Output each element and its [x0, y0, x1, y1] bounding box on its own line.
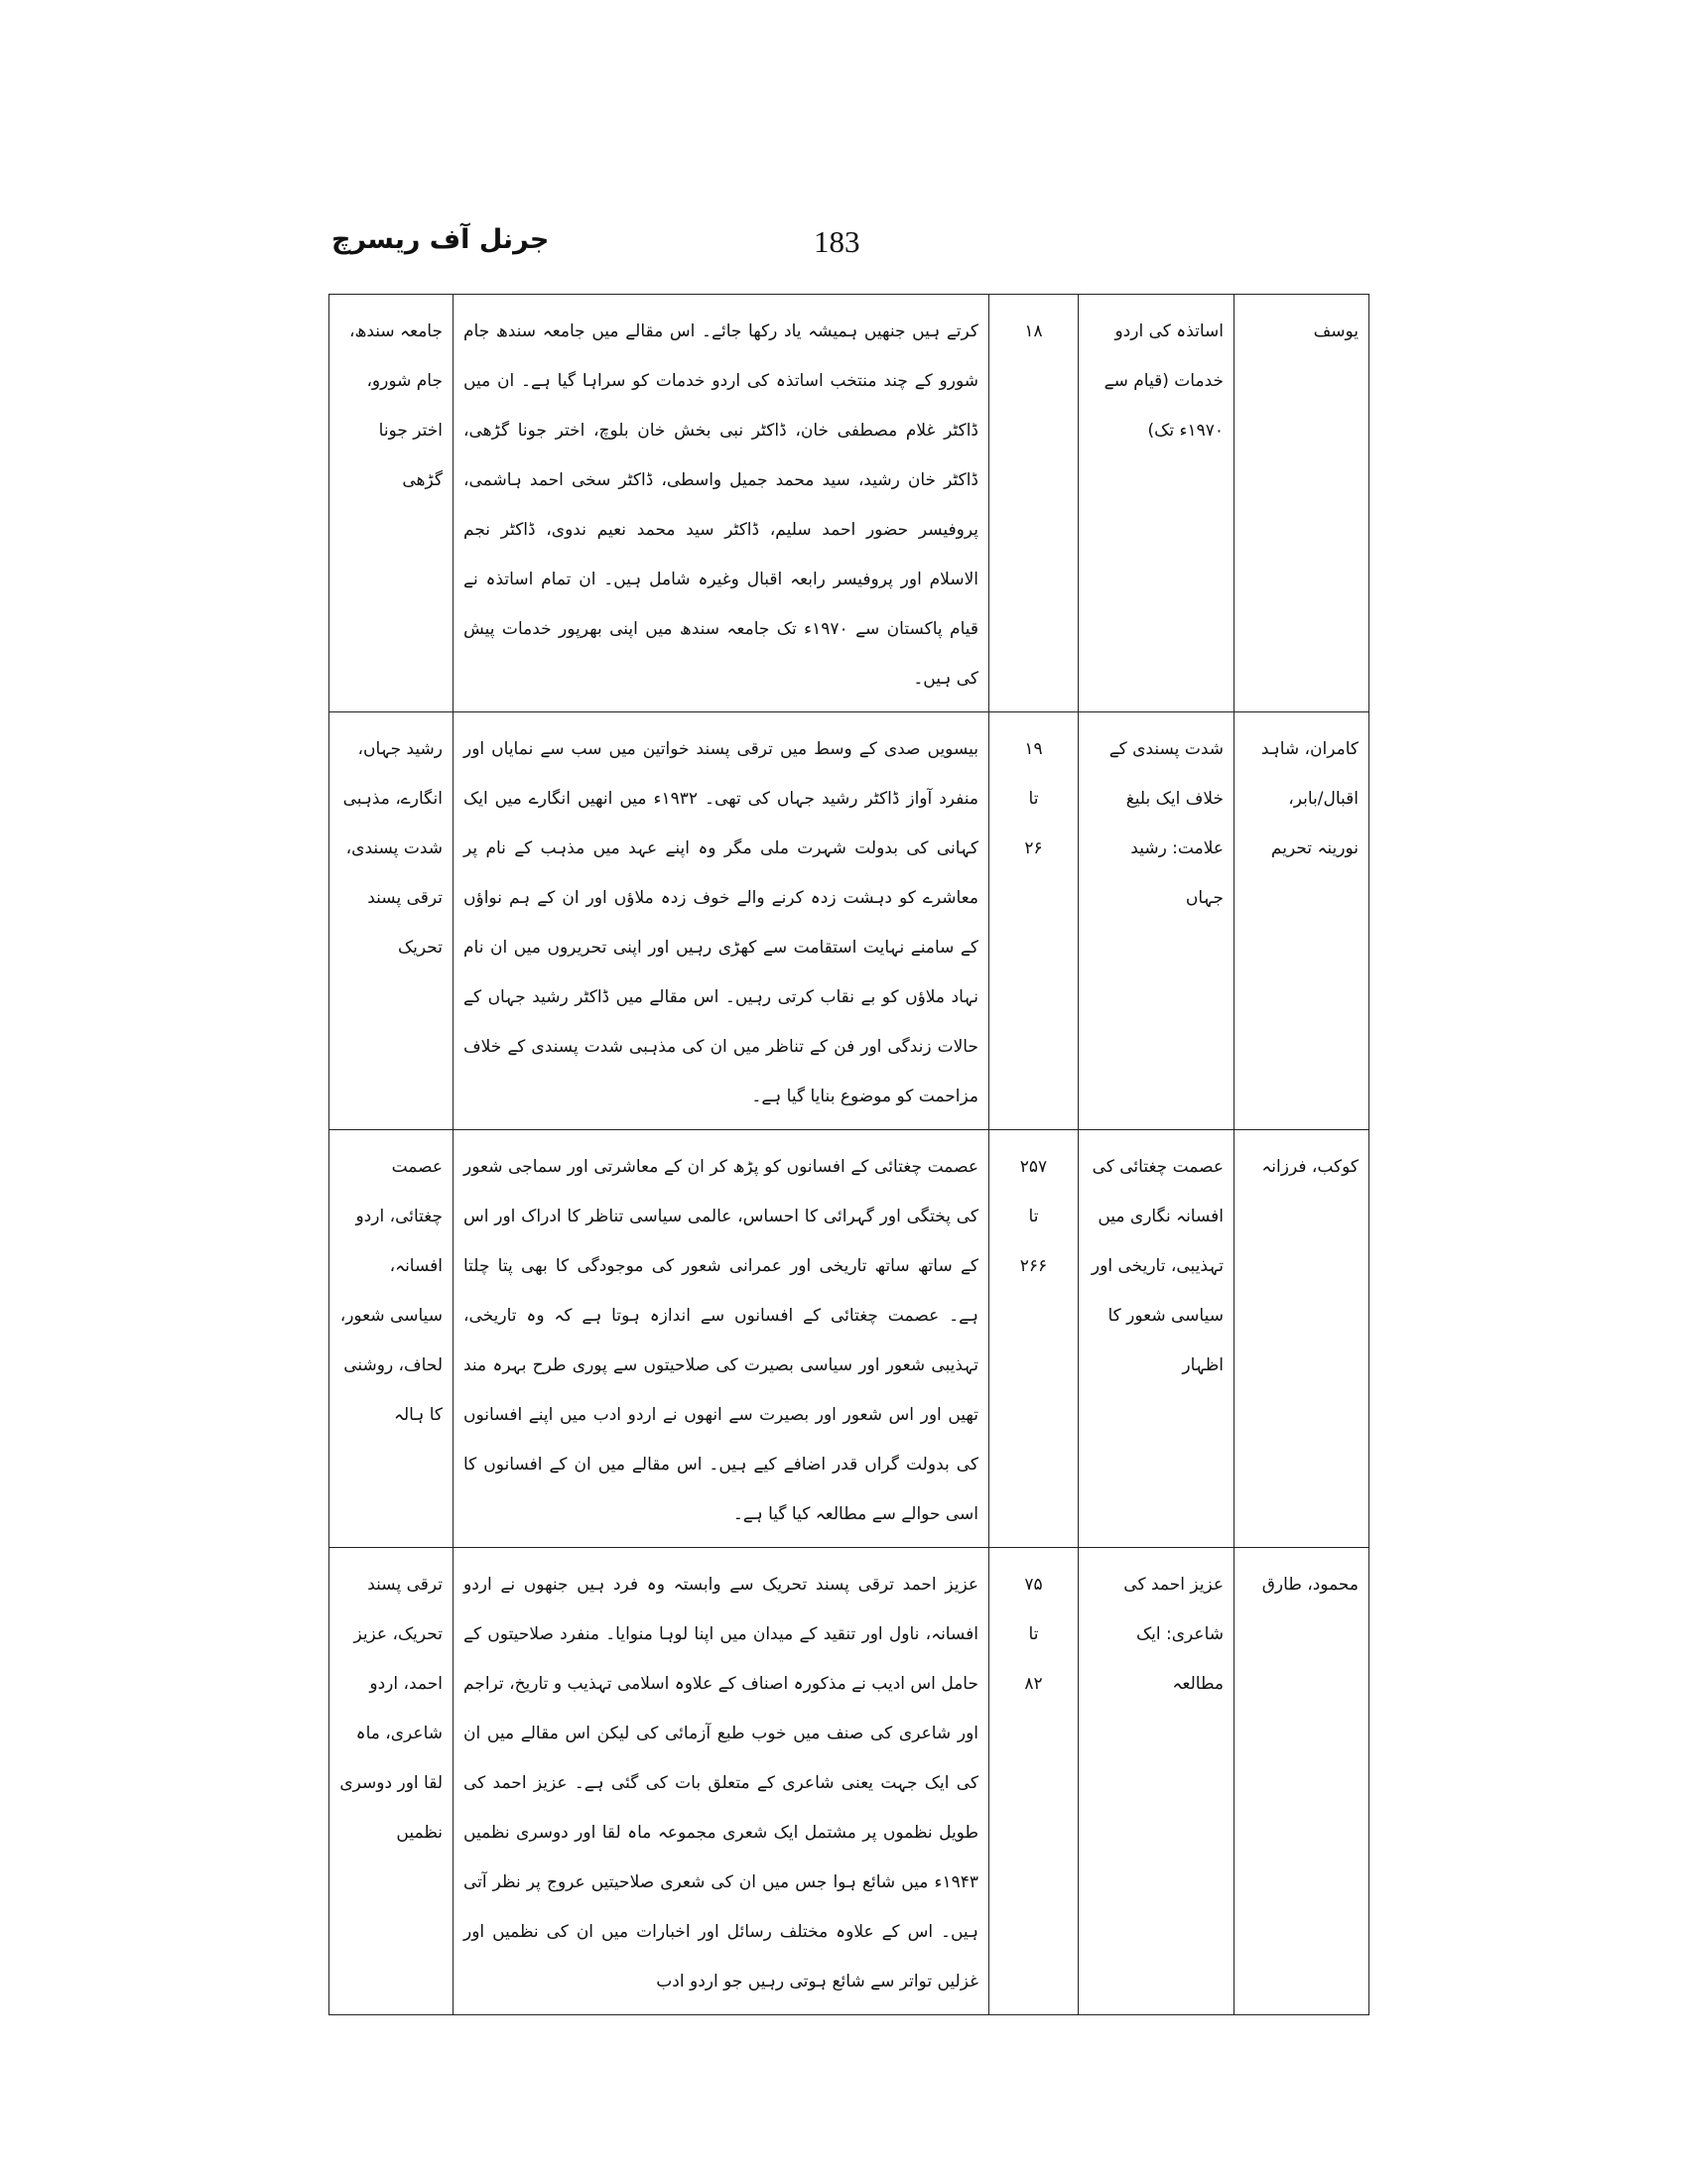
page-range-start: ۲۵۷: [1019, 1157, 1048, 1177]
keywords-cell: جامعہ سندھ، جام شورو، اختر جونا گڑھی: [329, 295, 454, 712]
table-row: [329, 295, 1369, 712]
page-range-end: ۸۲: [1024, 1674, 1043, 1694]
pages-cell: [989, 1548, 1079, 2015]
page-range-separator: تا: [1028, 1624, 1039, 1644]
author-cell: کامران، شاہد اقبال/بابر، نورینہ تحریم: [1234, 712, 1369, 1130]
page-range-separator: تا: [1028, 1207, 1039, 1226]
abstract-cell: کرتے ہیں جنھیں ہمیشہ یاد رکھا جائے۔ اس مقالے میں جامعہ سندھ جام شورو کے چند منتخب اساتذہ کی اردو خدمات کو سراہا گیا ہے۔ ان میں ڈاکٹر غلام مصطفی خان، ڈاکٹر نبی بخش خان بلوچ، اختر جونا گڑھی، ڈاکٹر خان رشید، سید محمد جمیل واسطی، ڈاکٹر سخی احمد ہاشمی، پروفیسر حضور احمد سلیم، ڈاکٹر سید محمد نعیم ندوی، ڈاکٹر نجم الاسلام اور پروفیسر رابعہ اقبال وغیرہ شامل ہیں۔ ان تمام اساتذہ نے قیام پاکستان سے ۱۹۷۰ء تک جامعہ سندھ میں اپنی بھرپور خدمات پیش کی ہیں۔: [454, 295, 989, 712]
table-row: [329, 1130, 1369, 1548]
keywords-cell: رشید جہاں، انگارے، مذہبی شدت پسندی، ترقی پسند تحریک: [329, 712, 454, 1130]
abstract-cell: بیسویں صدی کے وسط میں ترقی پسند خواتین میں سب سے نمایاں اور منفرد آواز ڈاکٹر رشید جہاں کی تھی۔ ۱۹۳۲ء میں انھیں انگارے میں ایک کہانی کی بدولت شہرت ملی مگر وہ اپنے عہد میں مذہب کے نام پر معاشرے کو دہشت زدہ کرنے والے خوف زدہ ملاؤں اور ان کے ہم نواؤں کے سامنے نہایت استقامت سے کھڑی رہیں اور اپنی تحریروں میں ان نام نہاد ملاؤں کو بے نقاب کرتی رہیں۔ اس مقالے میں ڈاکٹر رشید جہاں کے حالات زندگی اور فن کے تناظر میں ان کی مذہبی شدت پسندی کے خلاف مزاحمت کو موضوع بنایا گیا ہے۔: [454, 712, 989, 1130]
abstract-cell: عزیز احمد ترقی پسند تحریک سے وابستہ وہ فرد ہیں جنھوں نے اردو افسانہ، ناول اور تنقید کے میدان میں اپنا لوہا منوایا۔ منفرد صلاحیتوں کے حامل اس ادیب نے مذکورہ اصناف کے علاوہ اسلامی تہذیب و تاریخ، تراجم اور شاعری کی صنف میں خوب طبع آزمائی کی لیکن اس مقالے میں ان کی ایک جہت یعنی شاعری کے متعلق بات کی گئی ہے۔ عزیز احمد کی طویل نظموں پر مشتمل ایک شعری مجموعہ ماہ لقا اور دوسری نظمیں ۱۹۴۳ء میں شائع ہوا جس میں ان کی شعری صلاحیتیں عروج پر نظر آتی ہیں۔ اس کے علاوہ مختلف رسائل اور اخبارات میں ان کی نظمیں اور غزلیں تواتر سے شائع ہوتی رہیں جو اردو ادب: [454, 1548, 989, 2015]
author-cell: کوکب، فرزانہ: [1234, 1130, 1369, 1548]
page-range-separator: تا: [1028, 789, 1039, 809]
author-cell: یوسف: [1234, 295, 1369, 712]
table-row: [329, 712, 1369, 1130]
pages-cell: [989, 712, 1079, 1130]
pages-cell: [989, 1130, 1079, 1548]
page-range-end: ۲۶۶: [1019, 1256, 1048, 1276]
abstract-cell: عصمت چغتائی کے افسانوں کو پڑھ کر ان کے معاشرتی اور سماجی شعور کی پختگی اور گہرائی کا احساس، عالمی سیاسی تناظر کا ادراک اور اس کے ساتھ ساتھ تاریخی اور عمرانی شعور کی موجودگی کا بھی پتا چلتا ہے۔ عصمت چغتائی کے افسانوں سے اندازہ ہوتا ہے کہ وہ تاریخی، تہذیبی شعور اور سیاسی بصیرت کی صلاحیتوں سے پوری طرح بہرہ مند تھیں اور اس شعور اور بصیرت سے انھوں نے اردو ادب میں اپنے افسانوں کی بدولت گراں قدر اضافے کیے ہیں۔ اس مقالے میں ان کے افسانوں کا اسی حوالے سے مطالعہ کیا گیا ہے۔: [454, 1130, 989, 1548]
title-cell: اساتذہ کی اردو خدمات (قیام سے ۱۹۷۰ء تک): [1079, 295, 1234, 712]
page-number: 183: [814, 224, 860, 259]
journal-title: جرنل آف ریسرچ: [331, 224, 550, 255]
page-range-start: ۱۸: [1024, 321, 1043, 341]
pages-cell: [989, 295, 1079, 712]
article-index-table: [328, 294, 1369, 2015]
keywords-cell: ترقی پسند تحریک، عزیز احمد، اردو شاعری، ماہ لقا اور دوسری نظمیں: [329, 1548, 454, 2015]
title-cell: شدت پسندی کے خلاف ایک بلیغ علامت: رشید جہاں: [1079, 712, 1234, 1130]
page-range-end: ۲۶: [1024, 838, 1043, 858]
table-row: [329, 1548, 1369, 2015]
author-cell: محمود، طارق: [1234, 1548, 1369, 2015]
page-range-start: ۱۹: [1024, 739, 1043, 759]
keywords-cell: عصمت چغتائی، اردو افسانہ، سیاسی شعور، لحاف، روشنی کا ہالہ: [329, 1130, 454, 1548]
page-range-start: ۷۵: [1024, 1575, 1043, 1595]
title-cell: عزیز احمد کی شاعری: ایک مطالعہ: [1079, 1548, 1234, 2015]
title-cell: عصمت چغتائی کی افسانہ نگاری میں تہذیبی، تاریخی اور سیاسی شعور کا اظہار: [1079, 1130, 1234, 1548]
